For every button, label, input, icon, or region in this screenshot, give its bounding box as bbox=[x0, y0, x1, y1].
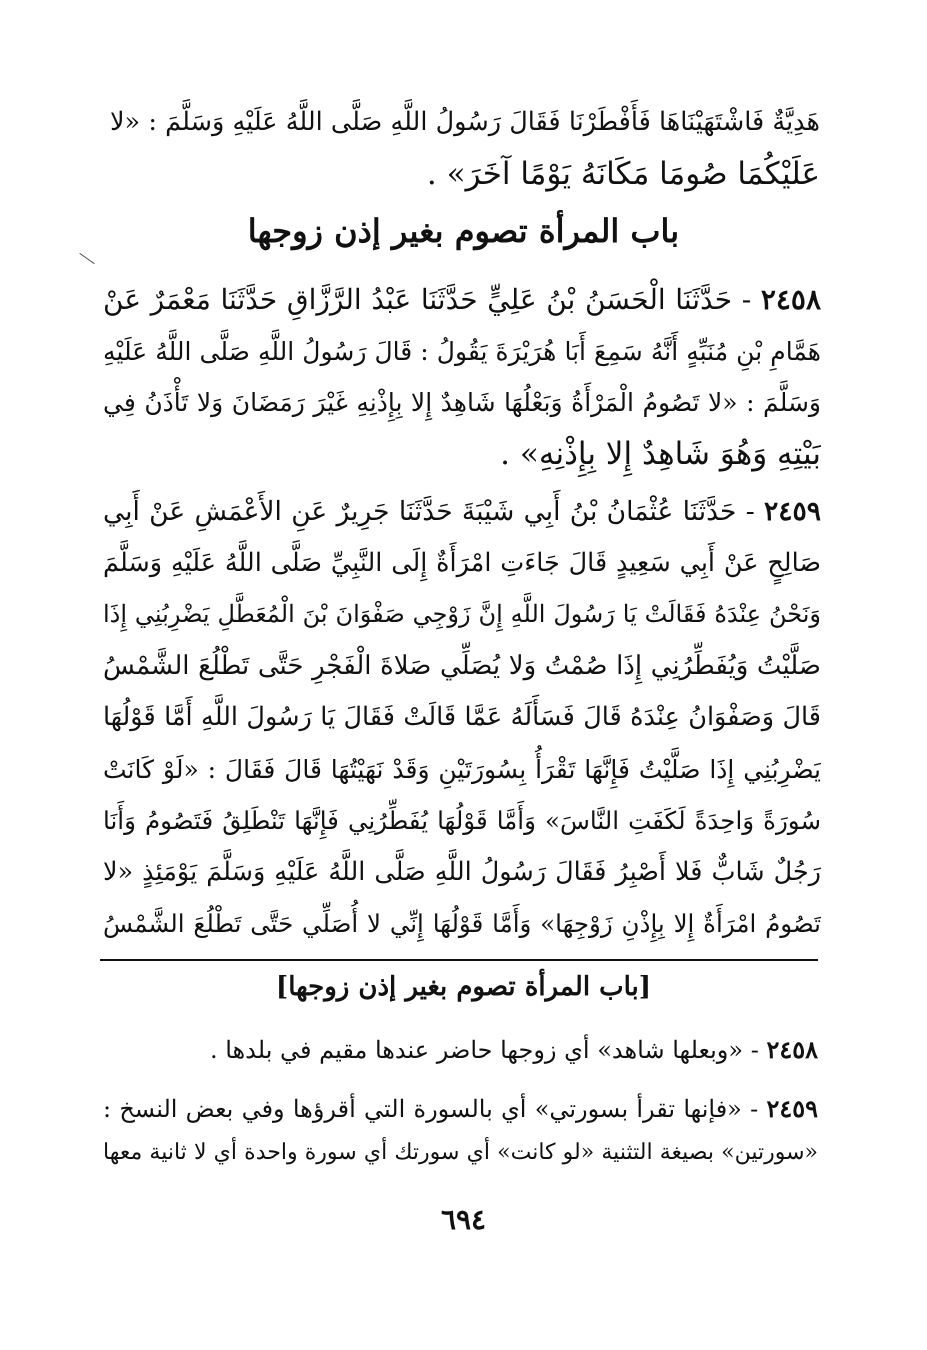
hadith-2458 bbox=[103, 274, 821, 480]
text-line: قَالَ وَصَفْوَانُ عِنْدَهُ قَالَ فَسَأَلَهُ عَمَّا قَالَتْ فَقَالَ يَا رَسُولَ اللَّهِ أَمَّا قَوْلُهَا bbox=[103, 702, 821, 732]
text-line: وَنَحْنُ عِنْدَهُ فَقَالَتْ يَا رَسُولَ اللَّهِ إِنَّ زَوْجِي صَفْوَانَ بْنَ الْمُعَطَّلِ يَضْرِبُنِي إِذَا bbox=[103, 600, 821, 628]
footnote-2458 bbox=[200, 1028, 818, 1072]
text-line: هَمَّامِ بْنِ مُنَبِّهٍ أَنَّهُ سَمِعَ أَبَا هُرَيْرَةَ يَقُولُ : قَالَ رَسُولُ اللَّهِ صَلَّى اللَّهُ عَلَيْهِ bbox=[103, 336, 821, 366]
footnote-text: - «فإنها تقرأ بسورتي» أي بالسورة التي أقرؤها وفي بعض النسخ : bbox=[103, 1095, 759, 1123]
intro-text bbox=[110, 97, 820, 200]
footnote-2459 bbox=[103, 1087, 818, 1175]
text-line: سُورَةً وَاحِدَةً لَكَفَتِ النَّاسَ» وَأَمَّا قَوْلُهَا يُفَطِّرُنِي فَإِنَّهَا تَنْطَلِقُ فَتَصُومُ وَأَنَا bbox=[103, 806, 821, 835]
text-line: بَيْتِهِ وَهُوَ شَاهِدٌ إِلا بِإِذْنِهِ» . bbox=[500, 435, 821, 472]
hadith-text: - حَدَّثَنَا الْحَسَنُ بْنُ عَلِيٍّ حَدَّثَنَا عَبْدُ الرَّزَّاقِ حَدَّثَنَا مَعْمَرٌ عَنْ bbox=[103, 283, 752, 316]
text-line: يَضْرِبُنِي إِذَا صَلَّيْتُ فَإِنَّهَا تَقْرَأُ بِسُورَتَيْنِ وَقَدْ نَهَيْتُهَا قَالَ فَقَالَ : «لَوْ كَانَتْ bbox=[103, 754, 821, 784]
text-line: صَلَّيْتُ وَيُفَطِّرُنِي إِذَا صُمْتُ وَلا يُصَلِّي صَلاةَ الْفَجْرِ حَتَّى تَطْلُعَ الشَّمْسُ bbox=[103, 650, 821, 681]
text-line: عَلَيْكُمَا صُومَا مَكَانَهُ يَوْمًا آخَرَ» . bbox=[426, 155, 820, 192]
text-line: صَالِحٍ عَنْ أَبِي سَعِيدٍ قَالَ جَاءَتِ امْرَأَةٌ إِلَى النَّبِيِّ صَلَّى اللَّهُ عَلَيْهِ وَسَلَّمَ bbox=[103, 547, 821, 578]
footnote-divider bbox=[100, 959, 818, 961]
hadith-number: ٢٤٥٩ bbox=[764, 496, 821, 527]
page-number: ٦٩٤ bbox=[440, 1203, 487, 1236]
text-line: هَدِيَّةٌ فَاشْتَهَيْنَاهَا فَأَفْطَرْنَا فَقَالَ رَسُولُ اللَّهِ صَلَّى اللَّهُ عَلَيْهِ وَسَلَّمَ : «لا bbox=[110, 107, 820, 137]
scan-mark bbox=[79, 253, 94, 264]
hadith-2459 bbox=[103, 486, 821, 950]
footnote-line bbox=[200, 1028, 818, 1072]
footnote-line: «سورتين» بصيغة التثنية «لو كانت» أي سورتك أي سورة واحدة أي لا ثانية معها bbox=[103, 1140, 818, 1165]
footnote-line bbox=[103, 1087, 818, 1131]
text-line bbox=[103, 274, 821, 326]
footnote-title: [باب المرأة تصوم بغير إذن زوجها] bbox=[275, 972, 652, 1002]
text-line: وَسَلَّمَ : «لا تَصُومُ الْمَرْأَةُ وَبَعْلُهَا شَاهِدٌ إِلا بِإِذْنِهِ غَيْرَ رَمَضَانَ وَلا تَأْذَنُ فِي bbox=[103, 388, 821, 417]
hadith-text: - حَدَّثَنَا عُثْمَانُ بْنُ أَبِي شَيْبَةَ حَدَّثَنَا جَرِيرٌ عَنِ الأَعْمَشِ عَنْ أَبِي bbox=[103, 496, 755, 527]
hadith-number: ٢٤٥٨ bbox=[760, 283, 821, 316]
text-line: رَجُلٌ شَابٌّ فَلا أَصْبِرُ فَقَالَ رَسُولُ اللَّهِ صَلَّى اللَّهُ عَلَيْهِ وَسَلَّمَ يَوْمَئِذٍ «لا bbox=[103, 856, 821, 887]
chapter-title: باب المرأة تصوم بغير إذن زوجها bbox=[247, 212, 680, 250]
footnote-text: - «وبعلها شاهد» أي زوجها حاضر عندها مقيم في بلدها . bbox=[209, 1036, 759, 1064]
footnote-number: ٢٤٥٨ bbox=[766, 1035, 818, 1064]
text-line: تَصُومُ امْرَأَةٌ إِلا بِإِذْنِ زَوْجِهَا» وَأَمَّا قَوْلُهَا إِنِّي لا أُصَلِّي حَتَّى تَطْلُعَ الشَّمْسُ bbox=[103, 909, 821, 938]
footnote-number: ٢٤٥٩ bbox=[766, 1094, 818, 1123]
text-line bbox=[103, 486, 821, 538]
